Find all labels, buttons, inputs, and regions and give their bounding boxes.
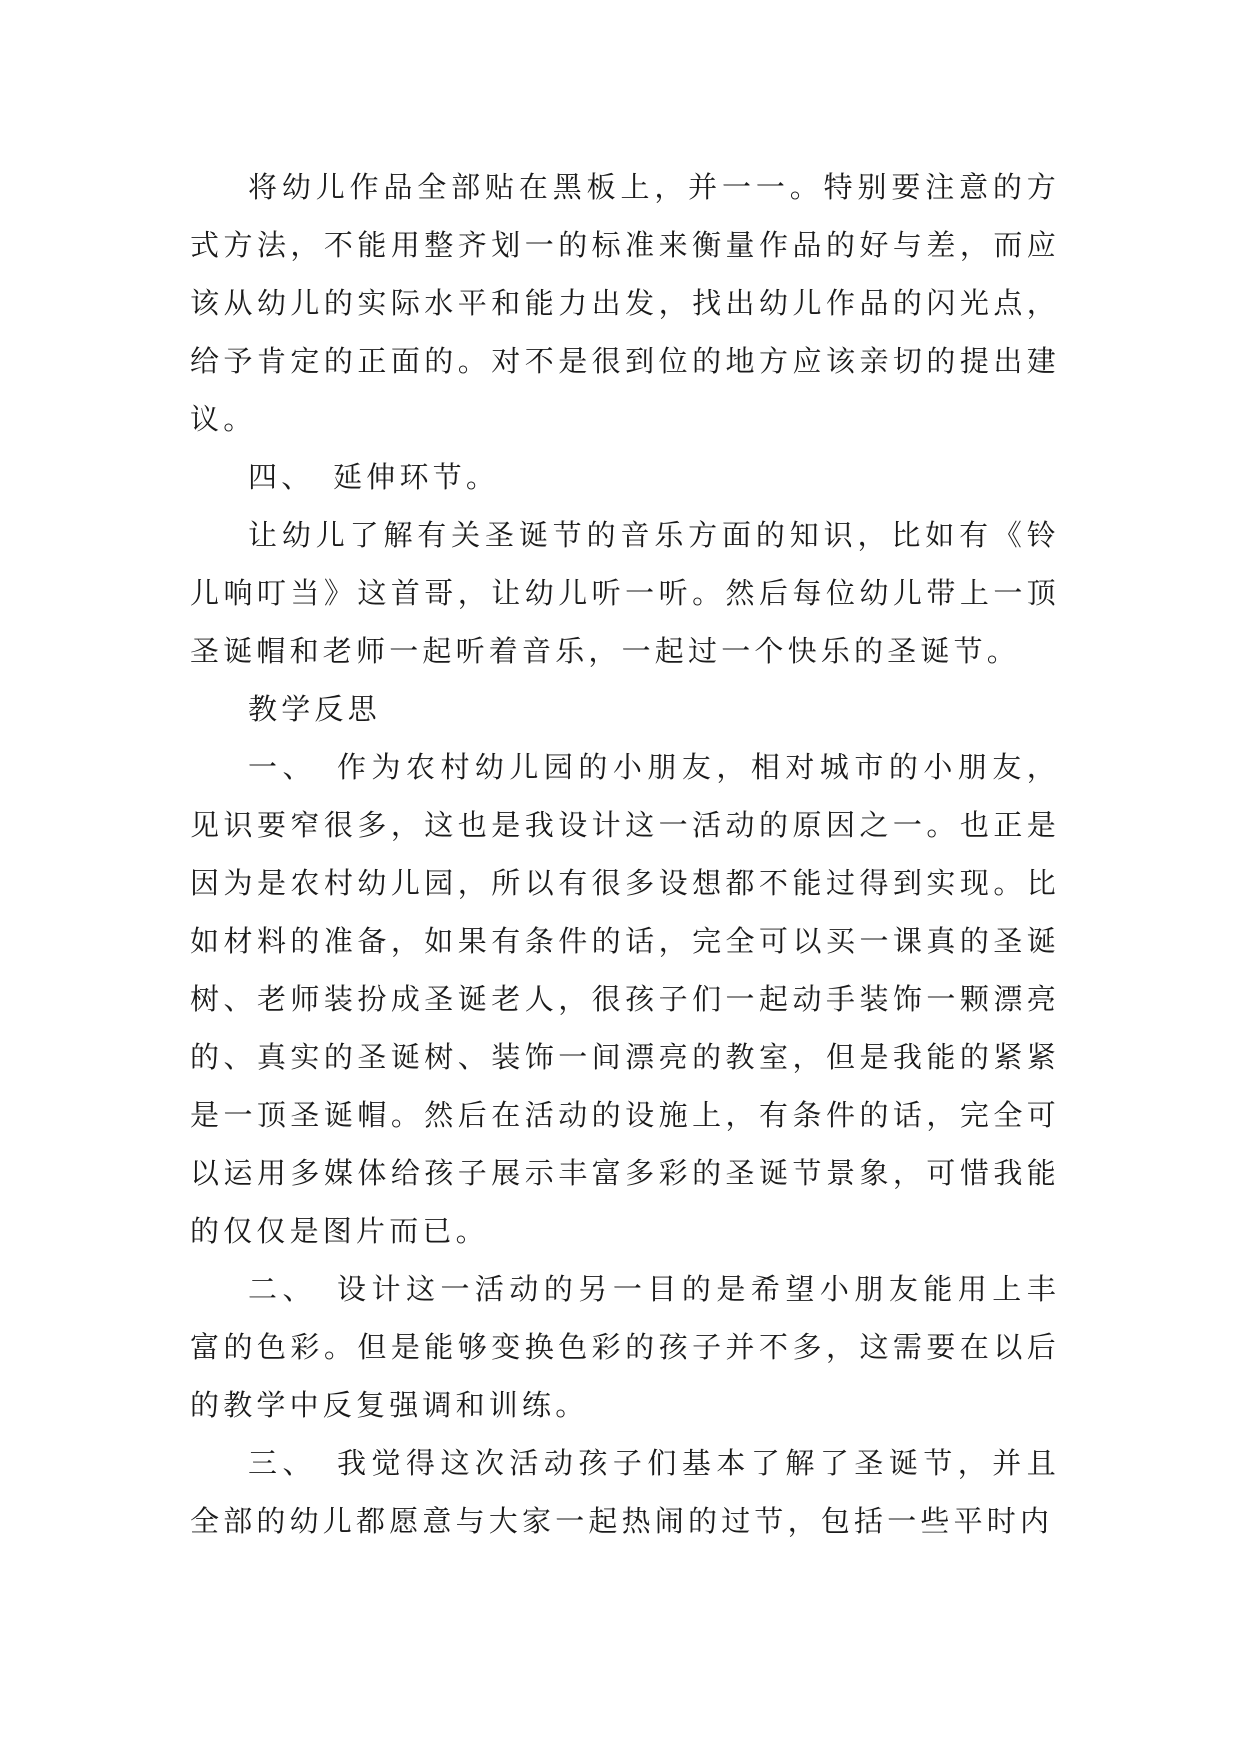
document-body xyxy=(190,158,1060,1550)
paragraph-evaluation: 将幼儿作品全部贴在黑板上，并一一。特别要注意的方式方法，不能用整齐划一的标准来衡量作品的好与差，而应该从幼儿的实际水平和能力出发，找出幼儿作品的闪光点，给予肯定的正面的。对不是很到位的地方应该亲切的提出建议。 xyxy=(190,170,1060,436)
heading-teaching-reflection: 教学反思 xyxy=(248,692,381,726)
paragraph-reflection-one: 一、 作为农村幼儿园的小朋友，相对城市的小朋友，见识要窄很多，这也是我设计这一活动的原因之一。也正是因为是农村幼儿园，所以有很多设想都不能过得到实现。比如材料的准备，如果有条件的话，完全可以买一课真的圣诞树、老师装扮成圣诞老人，很孩子们一起动手装饰一颗漂亮的、真实的圣诞树、装饰一间漂亮的教室，但是我能的紧紧是一顶圣诞帽。然后在活动的设施上，有条件的话，完全可以运用多媒体给孩子展示丰富多彩的圣诞节景象，可惜我能的仅仅是图片而已。 xyxy=(190,750,1060,1248)
paragraph-reflection-two: 二、 设计这一活动的另一目的是希望小朋友能用上丰富的色彩。但是能够变换色彩的孩子并不多，这需要在以后的教学中反复强调和训练。 xyxy=(190,1272,1060,1422)
paragraph-reflection-three: 三、 我觉得这次活动孩子们基本了解了圣诞节，并且全部的幼儿都愿意与大家一起热闹的过节，包括一些平时内 xyxy=(190,1446,1060,1538)
paragraph-extension: 让幼儿了解有关圣诞节的音乐方面的知识，比如有《铃儿响叮当》这首哥，让幼儿听一听。然后每位幼儿带上一顶圣诞帽和老师一起听着音乐，一起过一个快乐的圣诞节。 xyxy=(190,518,1060,668)
heading-extension-section: 四、 延伸环节。 xyxy=(248,460,500,494)
